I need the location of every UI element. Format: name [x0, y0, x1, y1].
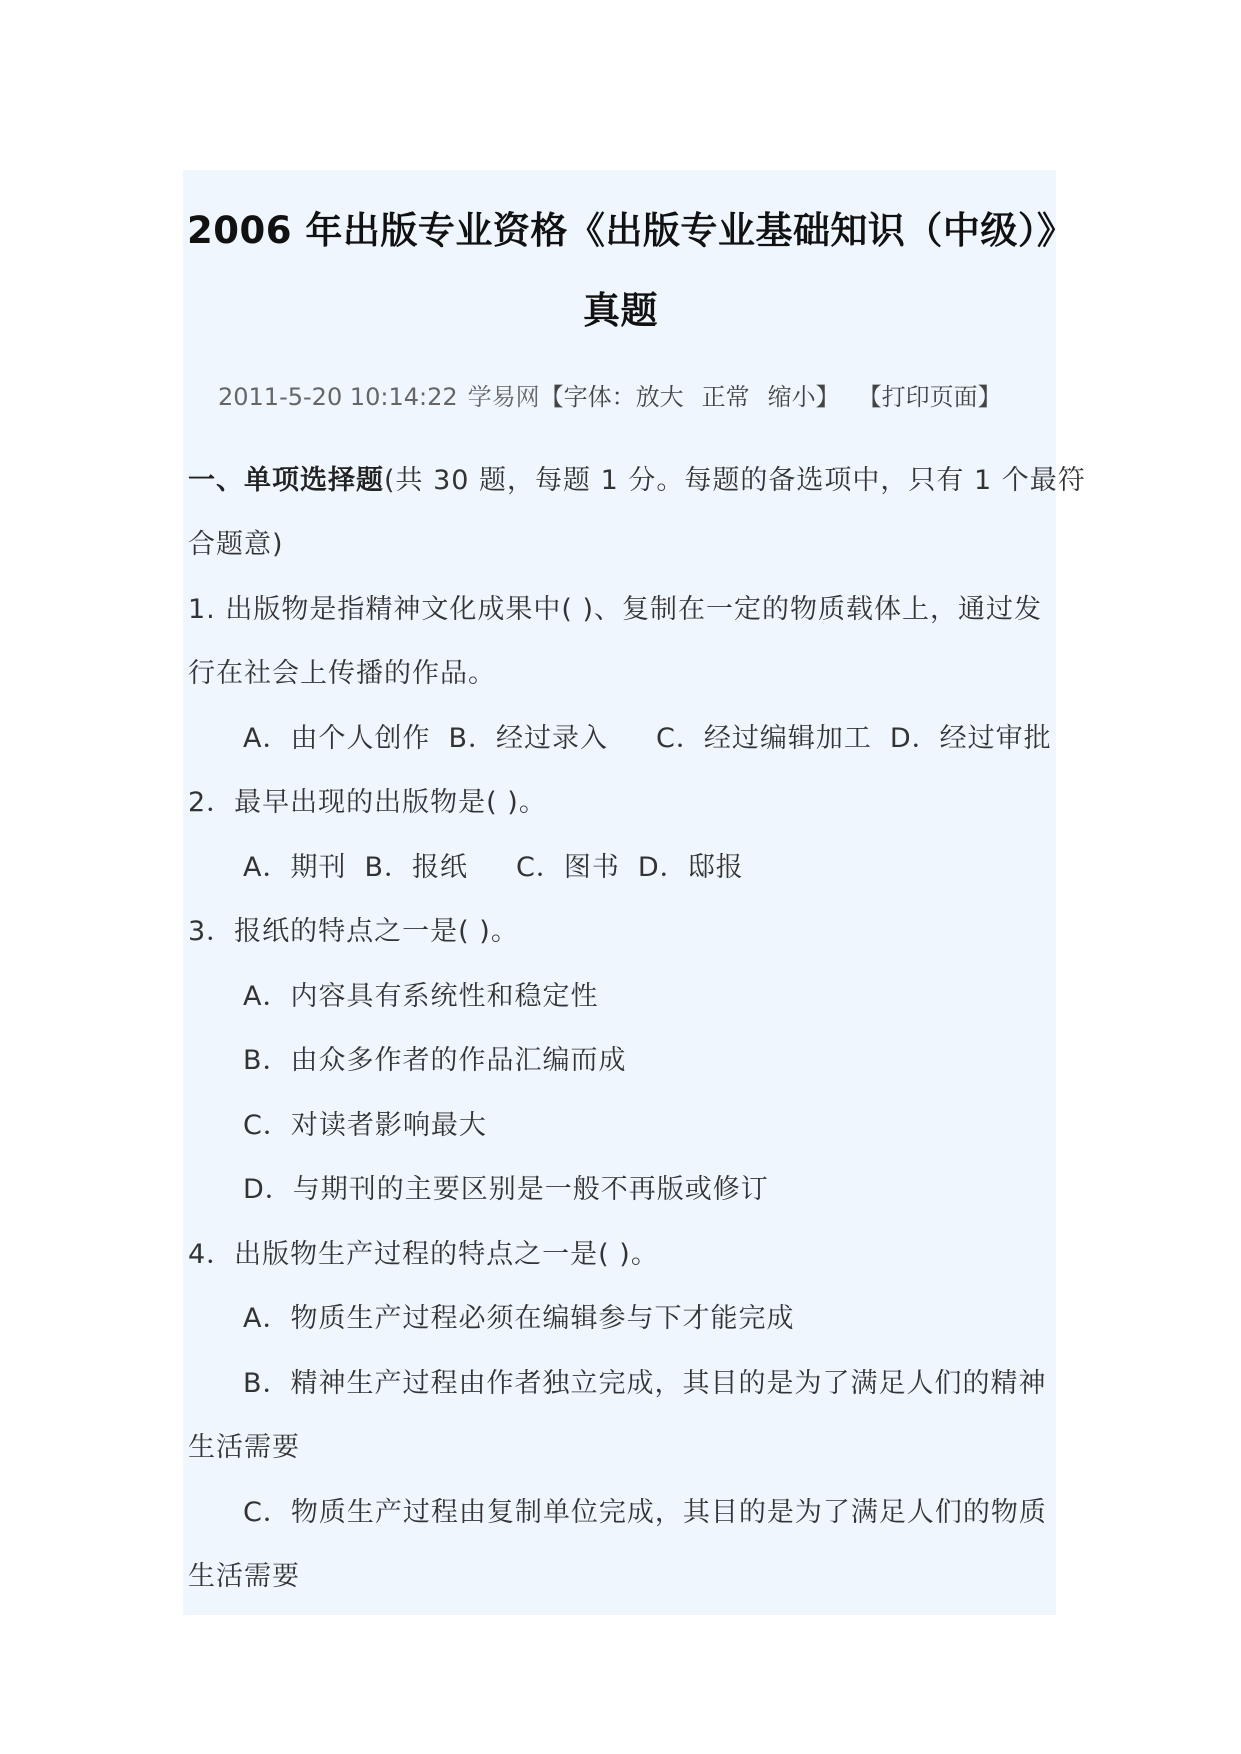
print-page-link[interactable]: 【打印页面】 — [857, 383, 1002, 411]
q2-option-d: D．邸报 — [637, 852, 744, 883]
q4-option-c-cont: 生活需要 — [188, 1561, 300, 1592]
section-heading-line — [188, 458, 1086, 497]
q4-option-a: A．物质生产过程必须在编辑参与下才能完成 — [243, 1303, 795, 1334]
question-2-options — [243, 845, 744, 884]
question-4-stem: 4．出版物生产过程的特点之一是( )。 — [188, 1239, 659, 1270]
question-1-options — [243, 716, 1052, 755]
font-shrink-link[interactable]: 缩小 — [767, 383, 816, 411]
font-enlarge-link[interactable]: 放大 — [635, 383, 684, 411]
q1-option-a: A．由个人创作 — [243, 723, 431, 754]
question-3-stem: 3．报纸的特点之一是( )。 — [188, 916, 519, 947]
font-size-controls — [540, 383, 840, 411]
question-1-stem: 1. 出版物是指精神文化成果中( )、复制在一定的物质载体上，通过发 — [188, 594, 1042, 625]
question-1-stem-cont: 行在社会上传播的作品。 — [188, 658, 496, 689]
section-heading: 一、单项选择题 — [188, 465, 384, 496]
q3-option-a: A．内容具有系统性和稳定性 — [243, 981, 599, 1012]
q2-option-a: A．期刊 — [243, 852, 347, 883]
source-site: 学易网 — [467, 383, 540, 411]
section-note: (共 30 题，每题 1 分。每题的备选项中，只有 1 个最符 — [384, 465, 1086, 496]
q3-option-c: C．对读者影响最大 — [243, 1110, 487, 1141]
question-2-stem: 2．最早出现的出版物是( )。 — [188, 787, 547, 818]
publish-datetime: 2011-5-20 10:14:22 — [218, 383, 458, 411]
q3-option-d: D．与期刊的主要区别是一般不再版或修订 — [243, 1174, 769, 1205]
q1-option-c: C．经过编辑加工 — [656, 723, 872, 754]
article-title-line1: 2006 年出版专业资格《出版专业基础知识（中级）》 — [187, 209, 1075, 252]
q4-option-c: C．物质生产过程由复制单位完成，其目的是为了满足人们的物质 — [243, 1497, 1047, 1528]
q1-option-d: D．经过审批 — [889, 723, 1052, 754]
font-suffix: 】 — [815, 383, 840, 411]
q2-option-c: C．图书 — [516, 852, 620, 883]
q4-option-b-cont: 生活需要 — [188, 1432, 300, 1463]
article-meta — [218, 377, 1002, 412]
font-prefix: 【字体： — [539, 383, 636, 411]
q3-option-b: B．由众多作者的作品汇编而成 — [243, 1045, 627, 1076]
article-title-line2: 真题 — [583, 289, 658, 332]
q4-option-b: B．精神生产过程由作者独立完成，其目的是为了满足人们的精神 — [243, 1368, 1047, 1399]
q1-option-b: B．经过录入 — [448, 723, 609, 754]
q2-option-b: B．报纸 — [364, 852, 469, 883]
font-normal-link[interactable]: 正常 — [701, 383, 750, 411]
section-note-cont: 合题意) — [188, 529, 284, 560]
